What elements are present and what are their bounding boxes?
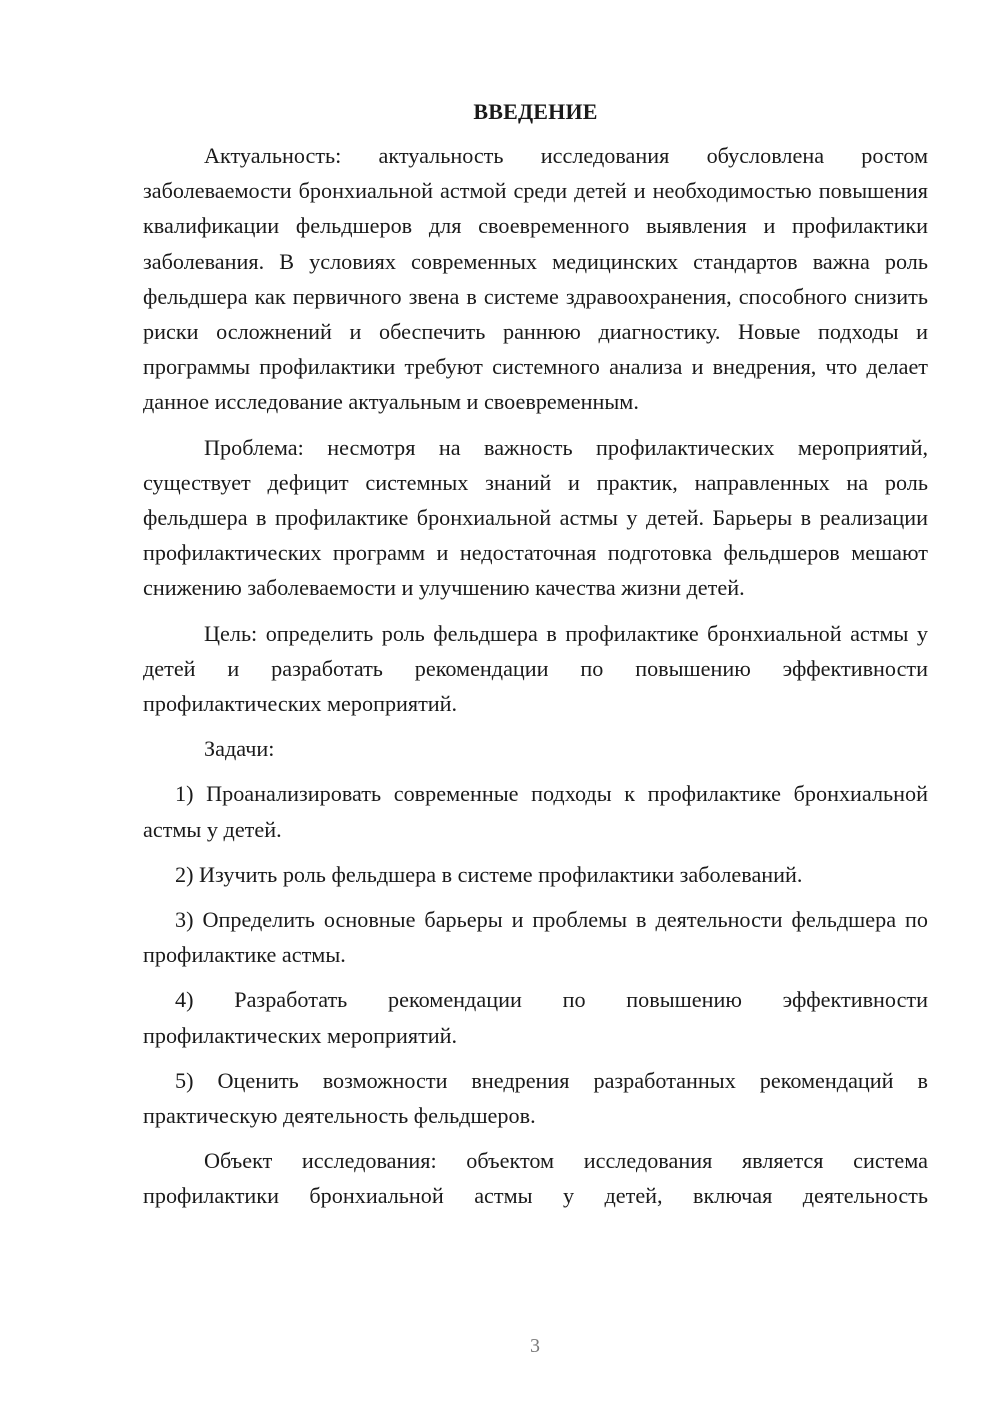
paragraph-relevance: Актуальность: актуальность исследования обусловлена ростом заболеваемости бронхиальной астмой среди детей и необходимостью повышения квалификации фельдшеров для своевременного выявления и профилактики заболевания. В условиях современных медицинских стандартов важна роль фельдшера как первичного звена в системе здравоохранения, способного снизить риски осложнений и обеспечить раннюю диагностику. Новые подходы и программы профилактики требуют системного анализа и внедрения, что делает данное исследование актуальным и своевременным. — [143, 143, 928, 415]
task-item-3: 3) Определить основные барьеры и проблемы в деятельности фельдшера по профилактике астмы. — [143, 907, 928, 968]
section-heading: ВВЕДЕНИЕ — [473, 99, 598, 124]
page-content — [143, 94, 928, 1214]
paragraph-goal: Цель: определить роль фельдшера в профилактике бронхиальной астмы у детей и разработать рекомендации по повышению эффективности профилактических мероприятий. — [143, 620, 928, 717]
task-item-2: 2) Изучить роль фельдшера в системе профилактики заболеваний. — [175, 861, 803, 887]
task-item-4: 4) Разработать рекомендации по повышению эффективности профилактических мероприятий. — [143, 987, 928, 1048]
tasks-label: Задачи: — [204, 736, 275, 762]
task-item-1: 1) Проанализировать современные подходы к профилактике бронхиальной астмы у детей. — [143, 781, 928, 842]
page-number: 3 — [530, 1335, 540, 1357]
paragraph-object: Объект исследования: объектом исследования является система профилактики бронхиальной астмы у детей, включая деятельность — [143, 1148, 928, 1209]
task-item-5: 5) Оценить возможности внедрения разработанных рекомендаций в практическую деятельность фельдшеров. — [143, 1067, 928, 1129]
paragraph-problem: Проблема: несмотря на важность профилактических мероприятий, существует дефицит системных знаний и практик, направленных на роль фельдшера в профилактике бронхиальной астмы у детей. Барьеры в реализации профилактических программ и недостаточная подготовка фельдшеров мешают снижению заболеваемости и улучшению качества жизни детей. — [143, 434, 928, 601]
